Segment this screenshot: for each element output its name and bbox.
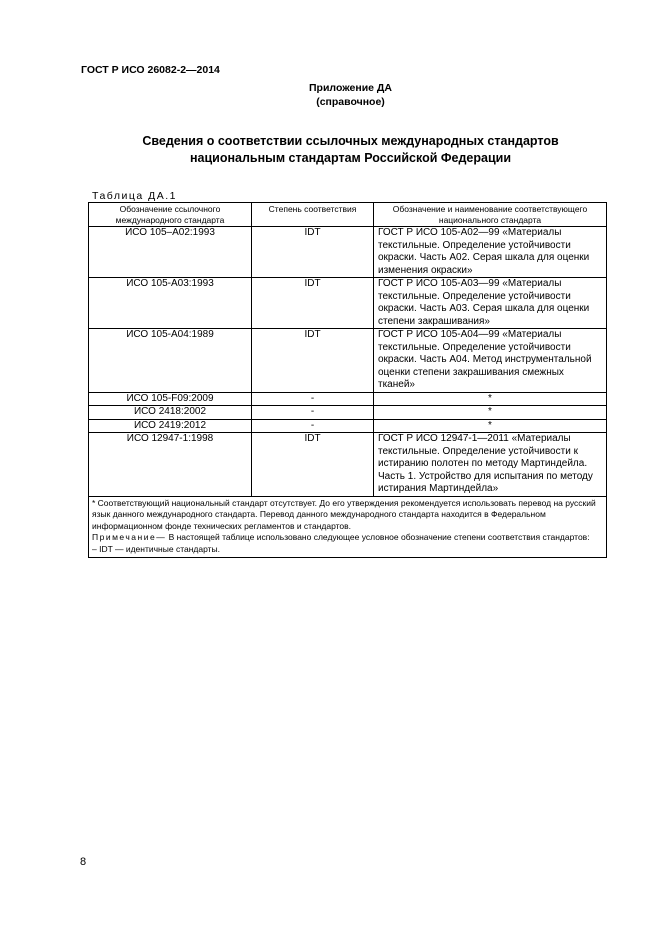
section-title-line-1: Сведения о соответствии ссылочных международных стандартов [142,134,559,148]
table-row [89,227,607,278]
annex-title: Приложение ДА [309,82,392,94]
cell-international: ИСО 105-А04:1989 [89,329,252,393]
cell-national: ГОСТ Р ИСО 105-А04—99 «Материалы текстильные. Определение устойчивости окраски. Часть А04. Метод инструментальной оценки степени закрашивания смежных тканей» [374,329,607,393]
table-footnote: * Соответствующий национальный стандарт отсутствует. До его утверждения рекомендуется использовать перевод на русский язык данного международного стандарта. Перевод данного международного стандарта находится в Федеральном информационном фонде технических регламентов и стандартов. [92,497,596,531]
cell-national: * [374,392,607,406]
note-text: В настоящей таблице использовано следующее условное обозначение степени соответствия стандартов: [166,532,590,542]
table-notes-row [89,496,607,558]
cell-national: * [374,419,607,433]
cell-international: ИСО 2419:2012 [89,419,252,433]
header-international-standard: Обозначение ссылочного международного стандарта [89,203,252,227]
cell-national: * [374,406,607,420]
header-national-standard: Обозначение и наименование соответствующего национального стандарта [374,203,607,227]
page-number: 8 [80,856,87,868]
section-title [20,133,661,167]
table-header-row [89,203,607,227]
cell-international: ИСО 105–А02:1993 [89,227,252,278]
cell-national: ГОСТ Р ИСО 105-А03—99 «Материалы текстильные. Определение устойчивости окраски. Часть А03. Серая шкала для оценки степени закрашивания» [374,278,607,329]
table-row [89,406,607,420]
table-row [89,392,607,406]
cell-national: ГОСТ Р ИСО 105-А02—99 «Материалы текстильные. Определение устойчивости окраски. Часть А02. Серая шкала для оценки изменения окраски» [374,227,607,278]
table-row [89,433,607,497]
table-row [89,278,607,329]
table-notes [89,496,607,558]
cell-international: ИСО 105-F09:2009 [89,392,252,406]
cell-degree: IDT [252,433,374,497]
table-caption: Таблица ДА.1 [92,190,177,202]
cell-degree: - [252,392,374,406]
header-degree-of-correspondence: Степень соответствия [252,203,374,227]
cell-degree: - [252,406,374,420]
annex-subtitle: (справочное) [316,96,385,108]
cell-degree: IDT [252,329,374,393]
document-code: ГОСТ Р ИСО 26082-2—2014 [81,64,220,76]
cell-degree: IDT [252,227,374,278]
cell-international: ИСО 105-А03:1993 [89,278,252,329]
table-row [89,419,607,433]
table-row [89,329,607,393]
cell-international: ИСО 12947-1:1998 [89,433,252,497]
table-note [92,532,603,544]
cell-degree: IDT [252,278,374,329]
cell-national: ГОСТ Р ИСО 12947-1—2011 «Материалы текстильные. Определение устойчивости к истиранию полотен по методу Мартиндейла. Часть 1. Устройство для испытания по методу истирания Мартиндейла» [374,433,607,497]
cell-international: ИСО 2418:2002 [89,406,252,420]
section-title-line-2: национальным стандартам Российской Федерации [189,151,512,165]
note-idt-definition: – IDT — идентичные стандарты. [92,543,221,554]
cell-degree: - [252,419,374,433]
correspondence-table [88,202,607,558]
note-label: Примечание— [92,532,167,542]
